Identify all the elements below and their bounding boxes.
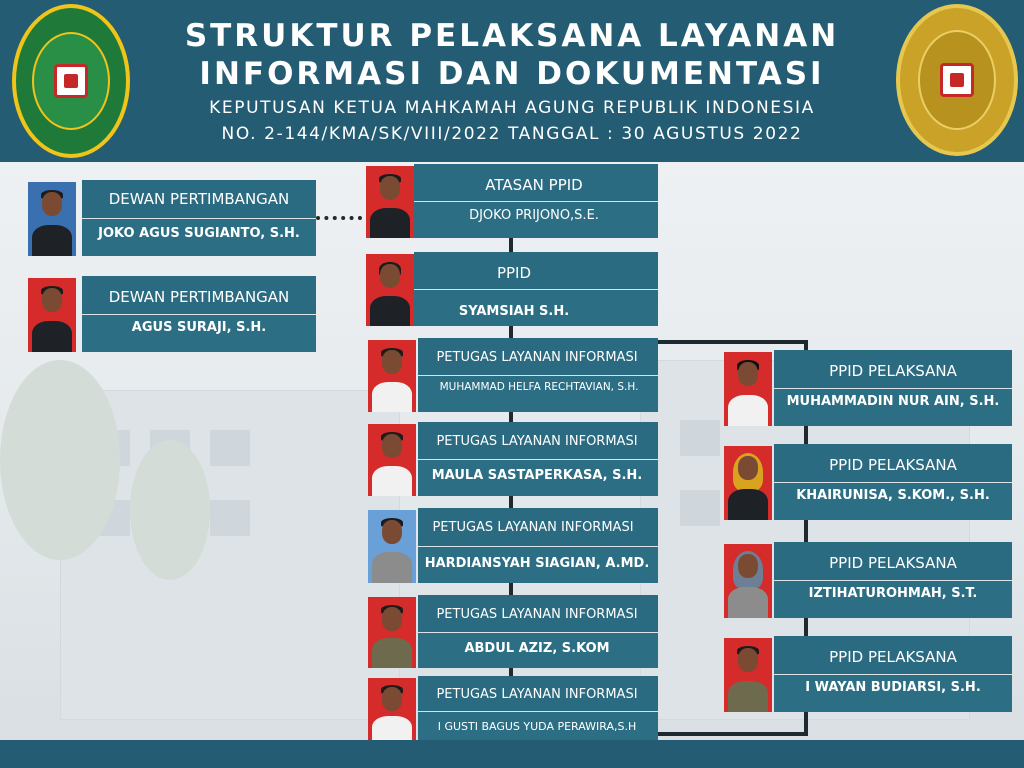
role-label: PETUGAS LAYANAN INFORMASI bbox=[436, 687, 638, 702]
connector-main-vertical bbox=[509, 668, 513, 676]
pelaksana-card-4 bbox=[718, 636, 1012, 712]
title-line-2: INFORMASI DAN DOKUMENTASI bbox=[199, 56, 825, 92]
emblem-icon bbox=[54, 64, 88, 98]
role-label: PETUGAS LAYANAN INFORMASI bbox=[436, 607, 638, 622]
connector-main-vertical bbox=[509, 412, 513, 422]
person-photo bbox=[368, 597, 416, 668]
role-label: PPID PELAKSANA bbox=[829, 362, 957, 380]
role-label: PPID PELAKSANA bbox=[829, 648, 957, 666]
dewan-card-2 bbox=[20, 276, 316, 352]
person-name: IZTIHATUROHMAH, S.T. bbox=[808, 586, 978, 601]
person-photo bbox=[368, 510, 416, 583]
connector-bottom-horizontal bbox=[658, 732, 808, 736]
role-label: PPID bbox=[496, 264, 532, 282]
footer-bar bbox=[0, 740, 1024, 768]
ptun-mataram-logo bbox=[12, 4, 130, 158]
role-label: PPID PELAKSANA bbox=[829, 456, 957, 474]
person-photo bbox=[724, 638, 772, 712]
connector-main-vertical bbox=[509, 496, 513, 508]
connector-ppid-horizontal bbox=[656, 340, 808, 344]
role-label: DEWAN PERTIMBANGAN bbox=[108, 288, 290, 306]
person-name: KHAIRUNISA, S.KOM., S.H. bbox=[796, 488, 990, 503]
person-name: I WAYAN BUDIARSI, S.H. bbox=[805, 680, 981, 695]
person-name: AGUS SURAJI, S.H. bbox=[131, 320, 267, 335]
connector-main-vertical bbox=[509, 583, 513, 595]
pelaksana-card-2 bbox=[718, 444, 1012, 520]
person-photo bbox=[28, 182, 76, 256]
person-name: JOKO AGUS SUGIANTO, S.H. bbox=[98, 226, 300, 241]
title-line-1: STRUKTUR PELAKSANA LAYANAN bbox=[184, 18, 840, 54]
connector-dotted bbox=[316, 216, 362, 220]
person-name: HARDIANSYAH SIAGIAN, A.MD. bbox=[424, 556, 650, 571]
person-name: MAULA SASTAPERKASA, S.H. bbox=[431, 468, 643, 483]
person-photo bbox=[724, 352, 772, 426]
petugas-card-5 bbox=[362, 676, 658, 746]
person-photo bbox=[366, 166, 414, 238]
role-label: PETUGAS LAYANAN INFORMASI bbox=[436, 434, 638, 449]
person-photo bbox=[366, 254, 414, 326]
connector-main-vertical bbox=[509, 238, 513, 252]
petugas-card-1 bbox=[362, 338, 658, 412]
pelaksana-card-1 bbox=[718, 350, 1012, 426]
person-name: MUHAMMADIN NUR AIN, S.H. bbox=[786, 394, 1000, 409]
dewan-card-1 bbox=[20, 180, 316, 256]
person-photo bbox=[368, 678, 416, 744]
role-label: PPID PELAKSANA bbox=[829, 554, 957, 572]
role-label: PETUGAS LAYANAN INFORMASI bbox=[432, 520, 634, 535]
connector-main-vertical bbox=[509, 326, 513, 338]
subtitle-line-1: KEPUTUSAN KETUA MAHKAMAH AGUNG REPUBLIK INDONESIA bbox=[209, 98, 815, 118]
mahkamah-agung-logo bbox=[896, 4, 1018, 156]
petugas-card-4 bbox=[362, 595, 658, 668]
person-name: MUHAMMAD HELFA RECHTAVIAN, S.H. bbox=[439, 381, 639, 393]
person-name: DJOKO PRIJONO,S.E. bbox=[469, 208, 599, 223]
person-photo bbox=[368, 340, 416, 412]
petugas-card-3 bbox=[362, 508, 658, 583]
pelaksana-card-3 bbox=[718, 542, 1012, 618]
person-name: ABDUL AZIZ, S.KOM bbox=[464, 641, 610, 656]
atasan-ppid-card bbox=[362, 164, 658, 238]
role-label: DEWAN PERTIMBANGAN bbox=[108, 190, 290, 208]
person-photo bbox=[368, 424, 416, 496]
person-photo bbox=[724, 446, 772, 520]
person-name: I GUSTI BAGUS YUDA PERAWIRA,S.H bbox=[437, 720, 637, 733]
subtitle-line-2: NO. 2-144/KMA/SK/VIII/2022 TANGGAL : 30 AGUSTUS 2022 bbox=[221, 124, 803, 144]
person-photo bbox=[724, 544, 772, 618]
emblem-icon bbox=[940, 63, 974, 97]
ppid-card bbox=[362, 252, 658, 326]
person-photo bbox=[28, 278, 76, 352]
role-label: PETUGAS LAYANAN INFORMASI bbox=[436, 350, 638, 365]
header-banner bbox=[0, 0, 1024, 162]
person-name: SYAMSIAH S.H. bbox=[458, 304, 570, 319]
role-label: ATASAN PPID bbox=[485, 176, 583, 194]
petugas-card-2 bbox=[362, 422, 658, 496]
